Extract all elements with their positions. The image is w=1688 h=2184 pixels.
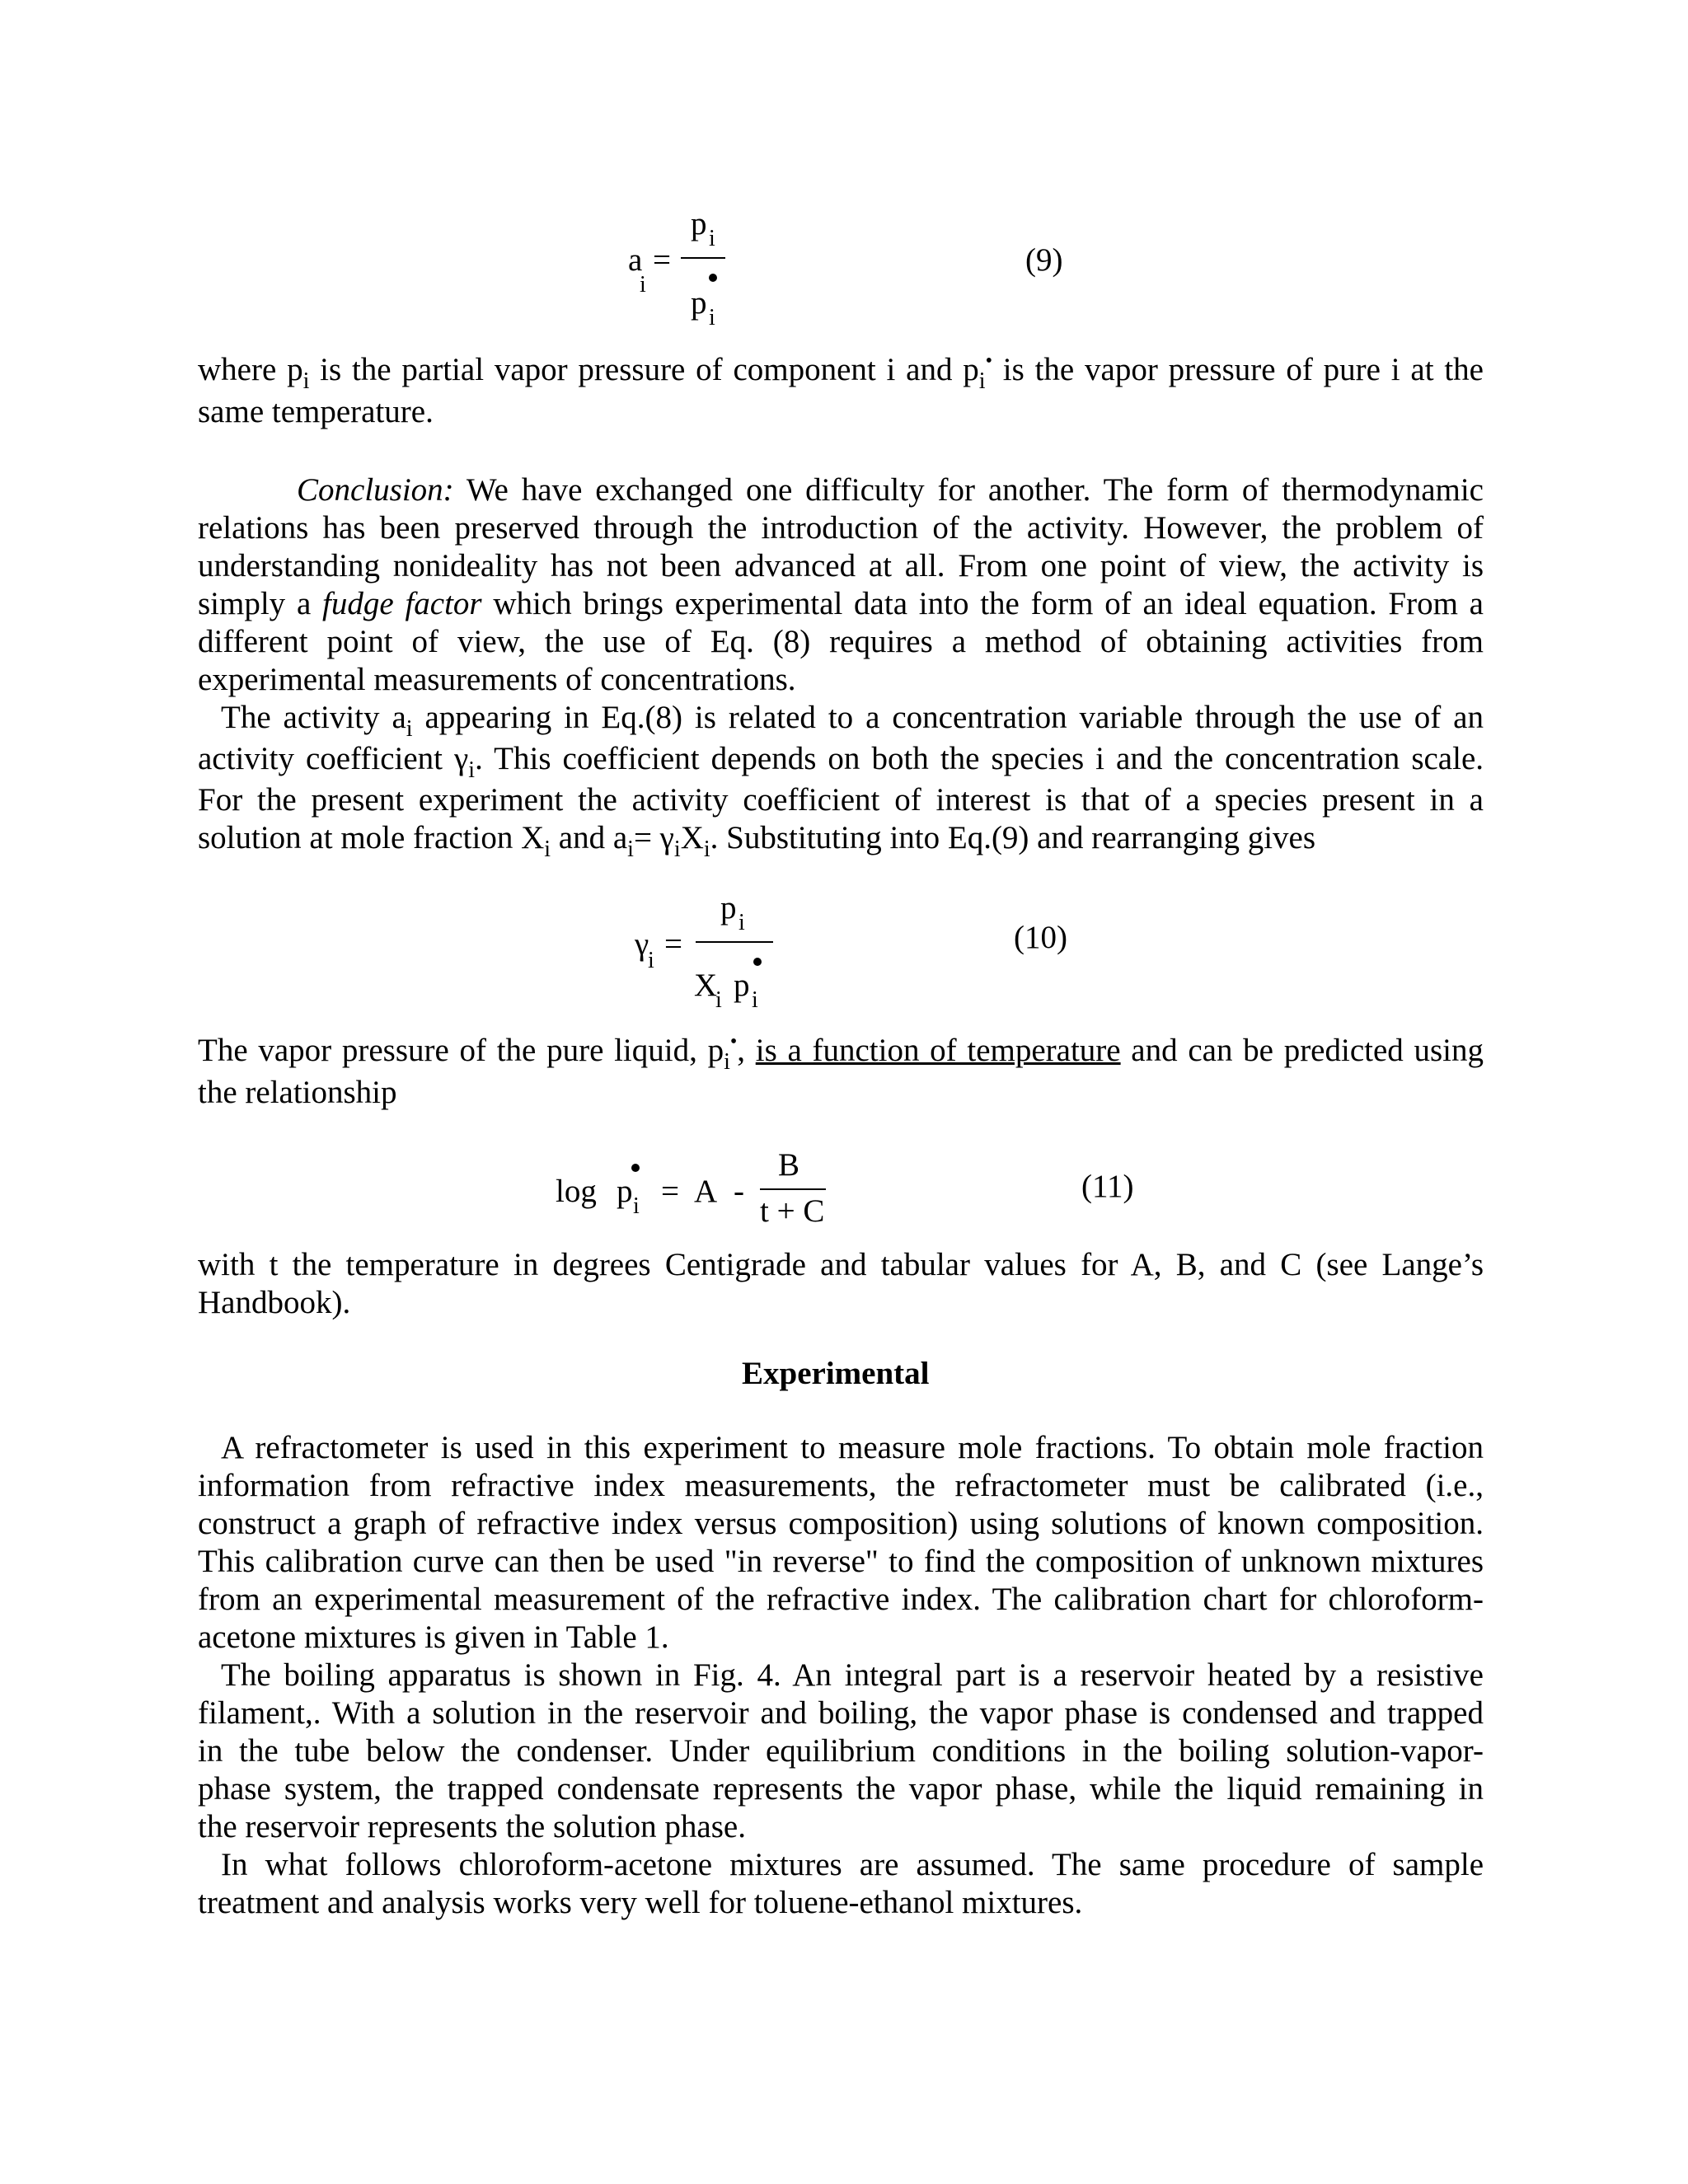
equation-11 <box>198 0 1484 1253</box>
paragraph-line: relations has been preserved through the introduction of the activity. However, the problem of <box>198 510 1484 546</box>
paragraph-line: where $p_i$ is the partial vapor pressure of component i and $p_i^•$ is the vapor pressure of pure i at the <box>198 350 1484 394</box>
eq9-equals: = <box>653 242 671 278</box>
eq9-lhs-sub: i <box>640 272 646 298</box>
eq10-den-x-sub: i <box>715 987 722 1013</box>
paragraph-line: activity coefficient $\gamma_i$. This coefficient depends on both the species i and the concentration scale. <box>198 741 1484 783</box>
paragraph-line: Handbook). <box>198 1285 351 1320</box>
paragraph-line: from an experimental measurement of the refractive index. The calibration chart for chloroform- <box>198 1582 1484 1617</box>
eq11-equals: = <box>661 1174 679 1209</box>
paragraph-line: same temperature. <box>198 394 434 429</box>
paragraph-line: The activity $a_i$ appearing in Eq.(8) is related to a concentration variable through the use of an <box>221 700 1484 742</box>
conclusion-label: Conclusion: <box>297 472 454 508</box>
paragraph-line: Conclusion: We have exchanged one difficulty for another. The form of thermodynamic <box>297 472 1484 508</box>
eq9-denominator-sub: i <box>709 305 715 330</box>
section-heading: Experimental <box>742 1356 930 1391</box>
eq11-log: log <box>556 1174 597 1209</box>
paragraph-constants <box>198 1246 1484 1322</box>
paragraph-line: A refractometer is used in this experiment to measure mole fractions. To obtain mole fraction <box>221 1430 1484 1465</box>
paragraph-line: with t the temperature in degrees Centigrade and tabular values for A, B, and C (see Lange’s <box>198 1247 1484 1282</box>
underlined-phrase: is a function of temperature <box>755 1033 1121 1068</box>
paragraph-line: simply a fudge factor which brings experimental data into the form of an ideal equation. From a <box>198 586 1484 621</box>
eq10-den-x: X <box>694 968 718 1003</box>
paragraph-line: For the present experiment the activity coefficient of interest is that of a species present in a <box>198 782 1484 818</box>
eq10-numerator-sub: i <box>738 910 745 935</box>
eq11-p: p <box>617 1174 633 1209</box>
paragraph-refractometer <box>198 1429 1484 1657</box>
document-page <box>198 0 1484 2184</box>
eq10-lhs-sub: i <box>648 948 654 973</box>
eq11-dot-icon <box>631 1164 640 1172</box>
eq10-number: (10) <box>1014 920 1067 955</box>
eq9-lhs: a <box>628 242 643 278</box>
eq10-numerator: p <box>720 890 737 926</box>
eq11-p-sub: i <box>633 1193 640 1219</box>
eq10-den-p-sub: i <box>752 987 758 1013</box>
paragraph-line: filament,. With a solution in the reservoir and boiling, the vapor phase is condensed and trapped <box>198 1695 1484 1731</box>
paragraph-line: different point of view, the use of Eq. (8) requires a method of obtaining activities from <box>198 624 1484 659</box>
fudge-factor-term: fudge factor <box>322 586 482 621</box>
eq11-minus: - <box>734 1174 744 1209</box>
paragraph-line: understanding nonideality has not been advanced at all. From one point of view, the activity is <box>198 548 1484 583</box>
paragraph-line: acetone mixtures is given in Table 1. <box>198 1619 669 1655</box>
eq9-numerator: p <box>691 206 707 241</box>
eq10-den-p: p <box>734 968 750 1003</box>
eq11-number: (11) <box>1081 1169 1134 1204</box>
eq10-lhs: γ <box>635 926 649 962</box>
paragraph-mixtures <box>198 1846 1484 1922</box>
eq10-equals: = <box>664 926 682 962</box>
paragraph-line: information from refractive index measurements, the refractometer must be calibrated (i.e., <box>198 1468 1484 1503</box>
eq11-a: A <box>694 1174 718 1209</box>
paragraph-line: solution at mole fraction $X_i$ and $a_i= \gamma_iX_i$. Substituting into Eq.(9) and rearranging gives <box>198 820 1316 862</box>
eq11-denominator: t + C <box>760 1193 825 1229</box>
paragraph-line: the relationship <box>198 1075 397 1110</box>
paragraph-line: The boiling apparatus is shown in Fig. 4. An integral part is a reservoir heated by a resistive <box>221 1657 1484 1693</box>
paragraph-line: This calibration curve can then be used "in reverse" to find the composition of unknown mixtures <box>198 1544 1484 1579</box>
paragraph-line: in the tube below the condenser. Under equilibrium conditions in the boiling solution-vapor- <box>198 1733 1484 1769</box>
paragraph-line: construct a graph of refractive index versus composition) using solutions of known composition. <box>198 1506 1484 1541</box>
paragraph-boiling-apparatus <box>198 1657 1484 1846</box>
paragraph-line: phase system, the trapped condensate represents the vapor phase, while the liquid remaining in <box>198 1771 1484 1807</box>
paragraph-line: experimental measurements of concentrations. <box>198 662 796 697</box>
eq11-fraction-bar <box>760 1188 826 1190</box>
eq9-denominator: p <box>691 285 707 321</box>
paragraph-line: treatment and analysis works very well for toluene-ethanol mixtures. <box>198 1885 1083 1920</box>
paragraph-line: the reservoir represents the solution phase. <box>198 1809 746 1844</box>
paragraph-line: The vapor pressure of the pure liquid, $p_i^•$, is a function of temperature and can be predicted using <box>198 1031 1484 1075</box>
eq9-numerator-sub: i <box>709 226 715 251</box>
eq11-numerator: B <box>778 1147 800 1183</box>
paragraph-line: In what follows chloroform-acetone mixtures are assumed. The same procedure of sample <box>221 1847 1484 1882</box>
eq9-number: (9) <box>1025 242 1063 278</box>
